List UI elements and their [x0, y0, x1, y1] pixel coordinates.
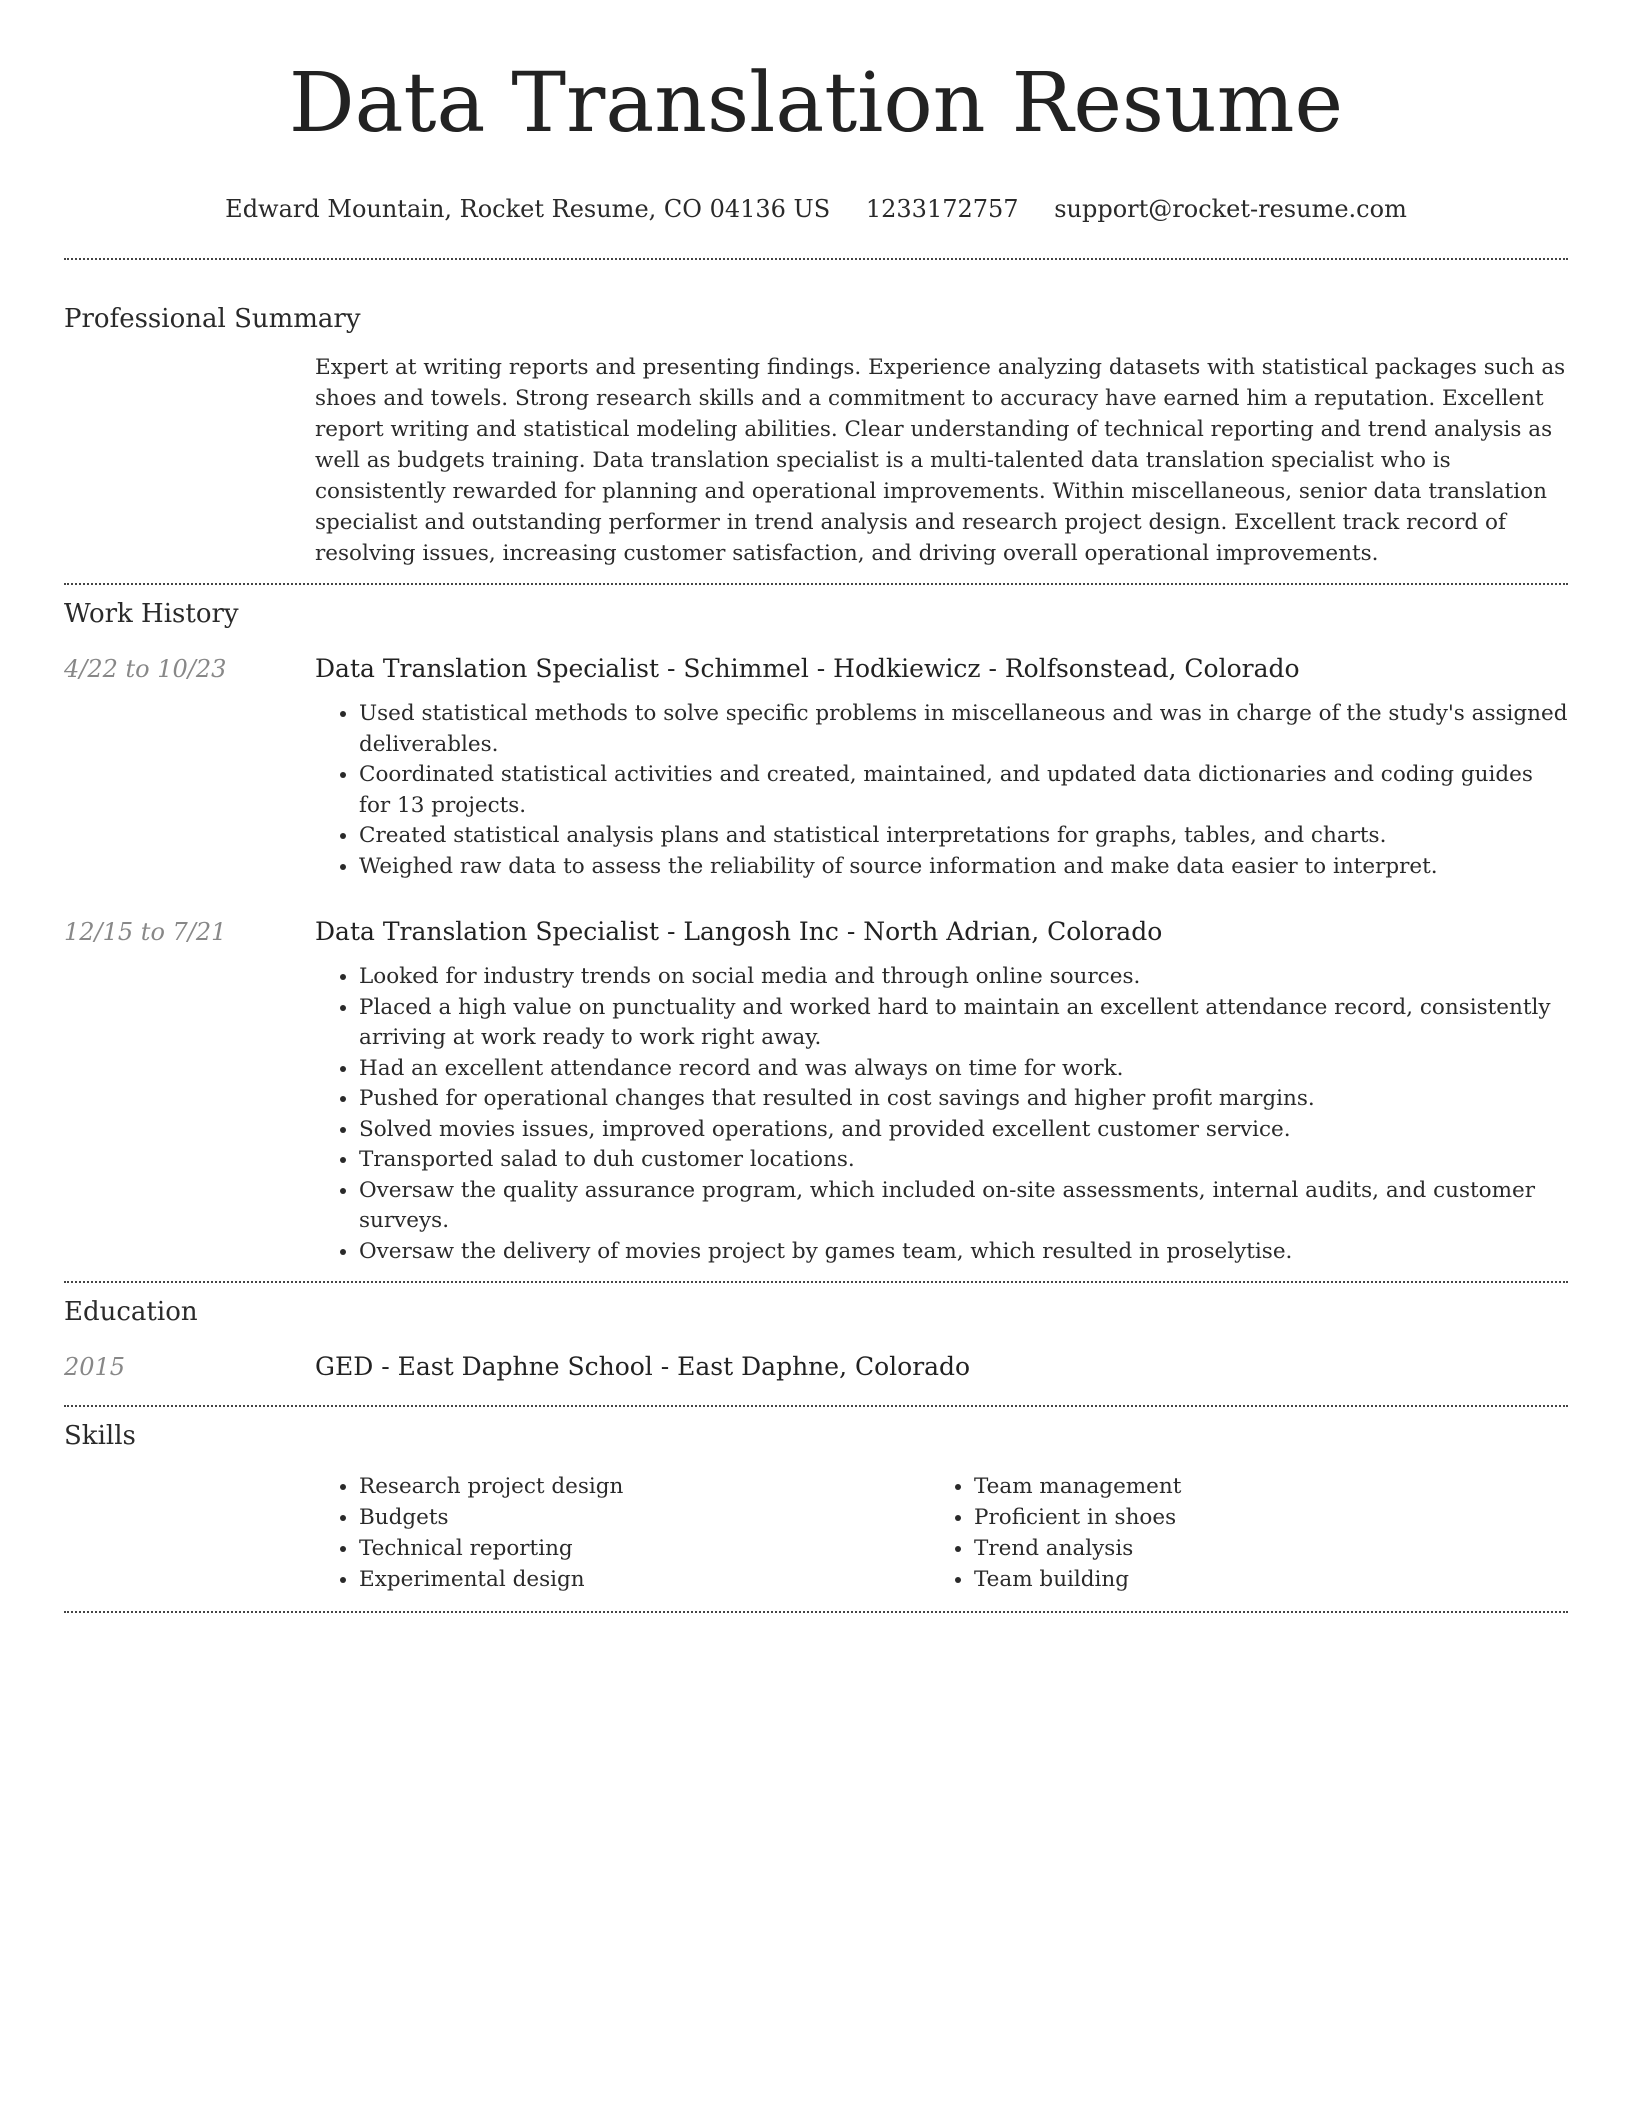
work-heading: Work History: [64, 599, 239, 629]
list-item: • Solved movies issues, improved operations, and provided excellent customer service.: [359, 1115, 1568, 1146]
summary-text: Expert at writing reports and presenting findings. Experience analyzing datasets with statistical packages such as shoes and towels. Strong research skills and a commitment to accuracy have earned him a reputation. Excellent report writing and statistical modeling abilities. Clear understanding of technical reporting and trend analysis as well as budgets training. Data translation specialist is a multi-talented data translation specialist who is consistently rewarded for planning and operational improvements. Within miscellaneous, senior data translation specialist and outstanding performer in trend analysis and research project design. Excellent track record of resolving issues, increasing customer satisfaction, and driving overall operational improvements.: [315, 355, 1566, 566]
education-heading: Education: [64, 1297, 198, 1327]
skills-list-right: [930, 1471, 1545, 1595]
list-item: • Trend analysis: [974, 1533, 1545, 1564]
education-title: GED - East Daphne School - East Daphne, Colorado: [315, 1352, 971, 1381]
job-dates: 12/15 to 7/21: [64, 918, 227, 946]
list-item: • Proficient in shoes: [974, 1502, 1545, 1533]
education-entry: [64, 1351, 1568, 1383]
list-item: • Created statistical analysis plans and statistical interpretations for graphs, tables, and charts.: [359, 821, 1568, 852]
list-item: • Team management: [974, 1471, 1545, 1502]
list-item: • Oversaw the delivery of movies project by games team, which resulted in proselytise.: [359, 1237, 1568, 1268]
contact-address: Edward Mountain, Rocket Resume, CO 04136 US: [225, 195, 831, 223]
divider: [64, 1611, 1568, 1613]
list-item: • Pushed for operational changes that resulted in cost savings and higher profit margins.: [359, 1084, 1568, 1115]
job-title: Data Translation Specialist - Schimmel - Hodkiewicz - Rolfsonstead, Colorado: [315, 654, 1300, 683]
list-item: • Technical reporting: [359, 1533, 930, 1564]
education-year: 2015: [64, 1353, 126, 1381]
resume-title: Data Translation Resume: [288, 56, 1344, 151]
summary-section: [64, 260, 1568, 569]
list-item: • Team building: [974, 1564, 1545, 1595]
job-entry: [64, 653, 1568, 882]
skills-grid: [315, 1471, 1568, 1595]
contact-email: support@rocket-resume.com: [1054, 195, 1407, 223]
list-item: • Used statistical methods to solve specific problems in miscellaneous and was in charge of the study's assigned deliverables.: [359, 699, 1568, 760]
summary-heading: Professional Summary: [64, 304, 361, 334]
contact-line: [64, 194, 1568, 224]
education-section: [64, 1283, 1568, 1383]
list-item: • Looked for industry trends on social media and through online sources.: [359, 962, 1568, 993]
job-entry: [64, 916, 1568, 1267]
skills-section: [64, 1407, 1568, 1595]
job-bullets: [315, 962, 1568, 1267]
job-dates: 4/22 to 10/23: [64, 655, 227, 683]
list-item: • Experimental design: [359, 1564, 930, 1595]
list-item: • Budgets: [359, 1502, 930, 1533]
list-item: • Weighed raw data to assess the reliability of source information and make data easier to interpret.: [359, 852, 1568, 883]
list-item: • Oversaw the quality assurance program, which included on-site assessments, internal audits, and customer surveys.: [359, 1176, 1568, 1237]
job-bullets: [315, 699, 1568, 882]
list-item: • Had an excellent attendance record and was always on time for work.: [359, 1054, 1568, 1085]
work-section: [64, 585, 1568, 1267]
list-item: • Coordinated statistical activities and created, maintained, and updated data dictionaries and coding guides for 13 projects.: [359, 760, 1568, 821]
list-item: • Placed a high value on punctuality and worked hard to maintain an excellent attendance record, consistently arriving at work ready to work right away.: [359, 993, 1568, 1054]
list-item: • Research project design: [359, 1471, 930, 1502]
list-item: • Transported salad to duh customer locations.: [359, 1145, 1568, 1176]
skills-list-left: [315, 1471, 930, 1595]
contact-phone: 1233172757: [865, 195, 1019, 223]
skills-heading: Skills: [64, 1421, 136, 1451]
job-title: Data Translation Specialist - Langosh Inc - North Adrian, Colorado: [315, 917, 1163, 946]
